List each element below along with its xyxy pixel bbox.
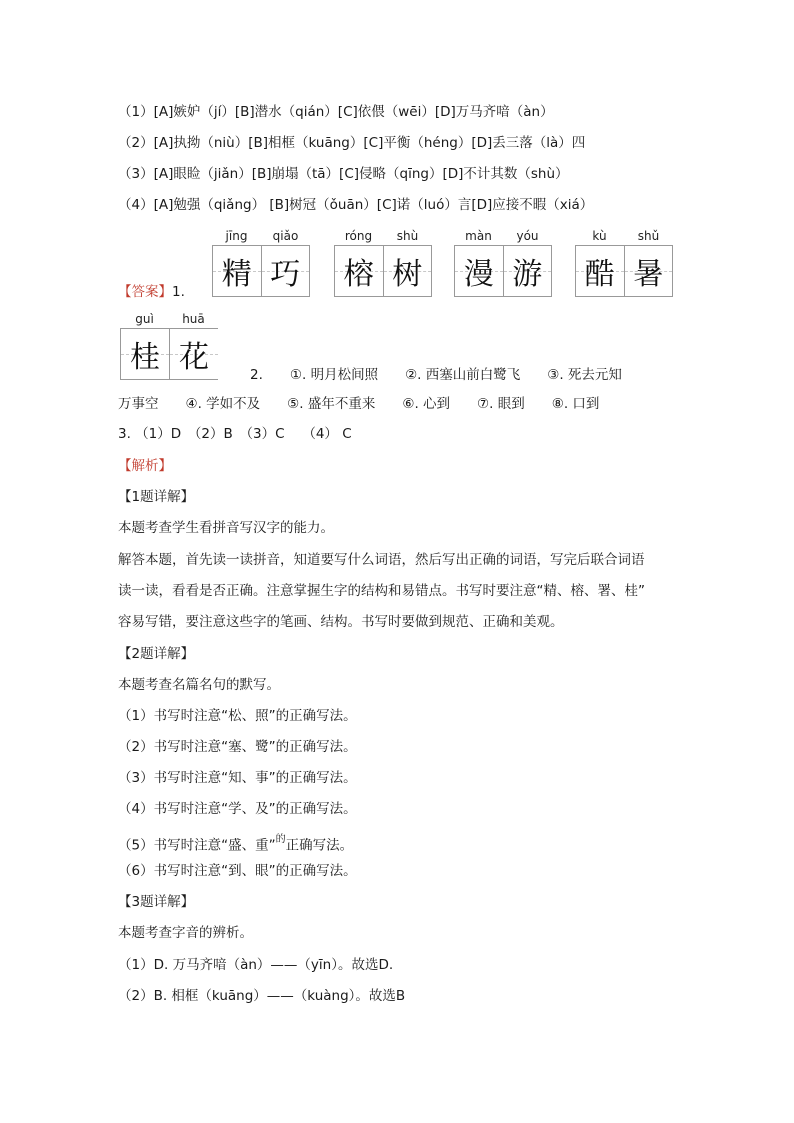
pinyin-label: jīng [225,229,248,243]
answer-2-line-1: 2. ①. 明月松间照 ②. 西塞山前白鹭飞 ③. 死去元知 [250,367,622,383]
hanzi-cell [455,246,504,296]
q3-option-2: （2）[A]执拗（niù）[B]相框（kuāng）[C]平衡（héng）[D]丢三落（là）四 [118,135,586,151]
hanzi-char: 树 [392,257,423,292]
pinyin-label: qiǎo [272,229,299,243]
q2-item-5-sup: 的 [275,834,286,845]
hanzi-cell [504,246,552,296]
q3-item-2: （2）B. 相框（kuāng）——（kuàng）。故选B [118,988,406,1004]
q2-item-4: （4）书写时注意“学、及”的正确写法。 [118,801,357,817]
q3-item-1: （1）D. 万马齐喑（àn）——（yīn）。故选D. [118,957,394,973]
pinyin-grid-rongshu [334,229,432,297]
q2-heading: 【2题详解】 [118,646,195,662]
hanzi-char: 桂 [130,340,160,375]
q3-option-3: （3）[A]眼睑（jiǎn）[B]崩塌（tā）[C]侵略（qīng）[D]不计其数（shù） [118,166,569,182]
hanzi-cell [384,246,432,296]
q3-option-1: （1）[A]嫉妒（jí）[B]潜水（qián）[C]依偎（wēi）[D]万马齐喑（àn） [118,104,554,120]
pinyin-label: róng [344,229,373,243]
q3-heading: 【3题详解】 [118,894,195,910]
pinyin-grid-jingqiao [212,229,310,297]
q3-text: 本题考查字音的辨析。 [118,925,253,941]
hanzi-cell [262,246,310,296]
answer-2-line-2: 万事空 ④. 学如不及 ⑤. 盛年不重来 ⑥. 心到 ⑦. 眼到 ⑧. 口到 [118,396,600,412]
q1-text-2: 解答本题，首先读一读拼音，知道要写什么词语，然后写出正确的词语，写完后联合词语 [118,552,645,568]
pinyin-label: shù [396,229,419,243]
q1-heading: 【1题详解】 [118,489,195,505]
hanzi-cell [625,246,673,296]
q2-text: 本题考查名篇名句的默写。 [118,677,280,693]
hanzi-char: 榕 [343,257,374,292]
q2-item-3: （3）书写时注意“知、事”的正确写法。 [118,770,357,786]
answer-1-number: 1. [172,284,185,300]
hanzi-cell [170,329,218,379]
q1-text-1: 本题考查学生看拼音写汉字的能力。 [118,520,334,536]
q2-item-5-head: （5）书写时注意“盛、重” [118,837,276,854]
answer-line [118,282,185,302]
pinyin-label: kù [592,229,607,243]
q2-item-5 [118,832,353,856]
answer-label: 【答案】 [118,284,172,300]
hanzi-char: 巧 [270,257,301,292]
hanzi-cell [121,329,170,379]
q2-item-5-tail: 正确写法。 [285,837,354,854]
pinyin-label: yóu [516,229,539,243]
pinyin-label: màn [465,229,492,243]
q3-option-4: （4）[A]勉强（qiǎng） [B]树冠（ǒuān）[C]诺（luó）言[D]应接不暇（xiá） [118,197,594,213]
pinyin-label: guì [135,312,154,326]
q2-item-2: （2）书写时注意“塞、鹭”的正确写法。 [118,739,357,755]
hanzi-cell [335,246,384,296]
hanzi-char: 花 [179,340,209,375]
answer-3: 3. （1）D （2）B （3）C （4） C [118,426,352,442]
hanzi-cell [213,246,262,296]
hanzi-cell [576,246,625,296]
pinyin-grid-guihua [120,312,218,380]
q1-text-4: 容易写错，要注意这些字的笔画、结构。书写时要做到规范、正确和美观。 [118,614,564,630]
hanzi-char: 精 [221,257,252,292]
q2-item-1: （1）书写时注意“松、照”的正确写法。 [118,708,357,724]
pinyin-label: shǔ [637,229,660,243]
pinyin-label: huā [182,312,205,326]
hanzi-char: 酷 [584,257,615,292]
pinyin-grid-manyou [454,229,552,297]
hanzi-char: 暑 [633,257,664,292]
hanzi-char: 漫 [463,257,494,292]
pinyin-grid-kushu [575,229,673,297]
q2-item-6: （6）书写时注意“到、眼”的正确写法。 [118,863,357,879]
hanzi-char: 游 [512,257,543,292]
q1-text-3: 读一读，看看是否正确。注意掌握生字的结构和易错点。书写时要注意“精、榕、署、桂” [118,583,645,599]
analysis-label: 【解析】 [118,458,172,474]
